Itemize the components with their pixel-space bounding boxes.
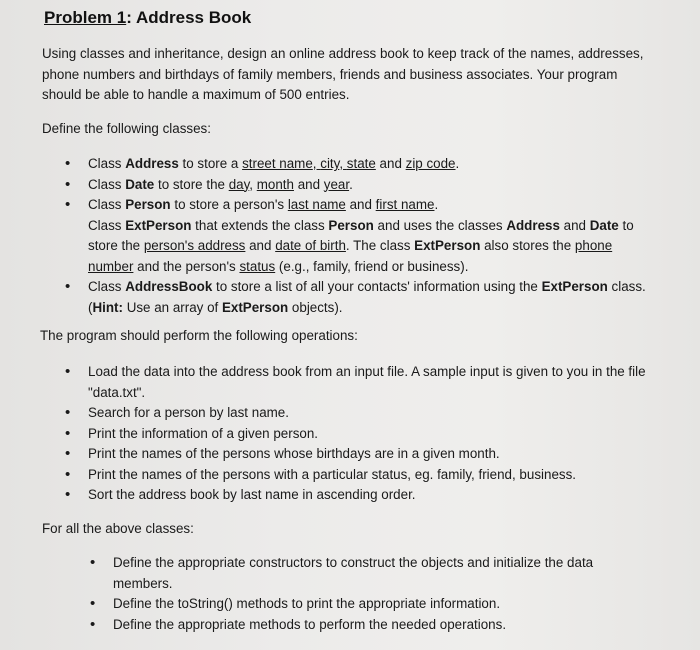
class-name: Address — [125, 156, 179, 171]
class-name: AddressBook — [125, 279, 213, 294]
requirement-item: • Define the toString() methods to print the appropriate information. — [113, 594, 633, 615]
hint-label: Hint: — [92, 299, 123, 315]
class-name: Date — [125, 176, 155, 192]
requirement-item: • Define the appropriate methods to perform the needed operations. — [113, 615, 633, 636]
all-classes-heading: For all the above classes: — [42, 521, 194, 536]
operation-item: • Print the names of the persons with a particular status, eg. family, friend, business. — [88, 465, 658, 486]
title-prefix: Problem 1 — [44, 8, 127, 27]
class-date-item: • Class Date to store the day, month and year. — [88, 175, 658, 196]
operation-item: • Print the information of a given person. — [88, 424, 658, 445]
operations-heading: The program should perform the following operations: — [40, 328, 358, 343]
class-person-item: • Class Person to store a person's last name and first name. — [88, 195, 658, 216]
operation-item: • Sort the address book by last name in ascending order. — [88, 485, 658, 506]
class-name: Person — [125, 197, 171, 212]
intro-paragraph: Using classes and inheritance, design an online address book to keep track of the names, addresses, phone numbers and birthdays of family members, friends and business associates. Your program should be able to handle a maximum of 500 entries. — [42, 46, 644, 102]
define-heading: Define the following classes: — [42, 121, 211, 136]
class-name: ExtPerson — [125, 217, 192, 233]
title-suffix: : Address Book — [126, 8, 252, 27]
all-classes-list — [113, 553, 633, 635]
operation-item: • Print the names of the persons whose birthdays are in a given month. — [88, 444, 658, 465]
class-list — [88, 154, 658, 318]
operation-item: • Load the data into the address book from an input file. A sample input is given to you in the file "data.txt". — [88, 362, 658, 403]
class-addressbook-item: • Class AddressBook to store a list of all your contacts' information using the ExtPerson class. (Hint: Use an array of ExtPerson objects). — [88, 277, 658, 318]
operations-list — [88, 362, 658, 506]
class-address-item: • Class Address to store a street name, city, state and zip code. — [88, 154, 658, 175]
page-title — [44, 8, 251, 28]
operation-item: • Search for a person by last name. — [88, 403, 658, 424]
requirement-item: • Define the appropriate constructors to construct the objects and initialize the data members. — [113, 553, 633, 594]
class-extperson-item: Class ExtPerson that extends the class Person and uses the classes Address and Date to store the person's address and date of birth. The class ExtPerson also stores the phone number and the person's status (e.g., family, friend or business). — [88, 217, 634, 274]
